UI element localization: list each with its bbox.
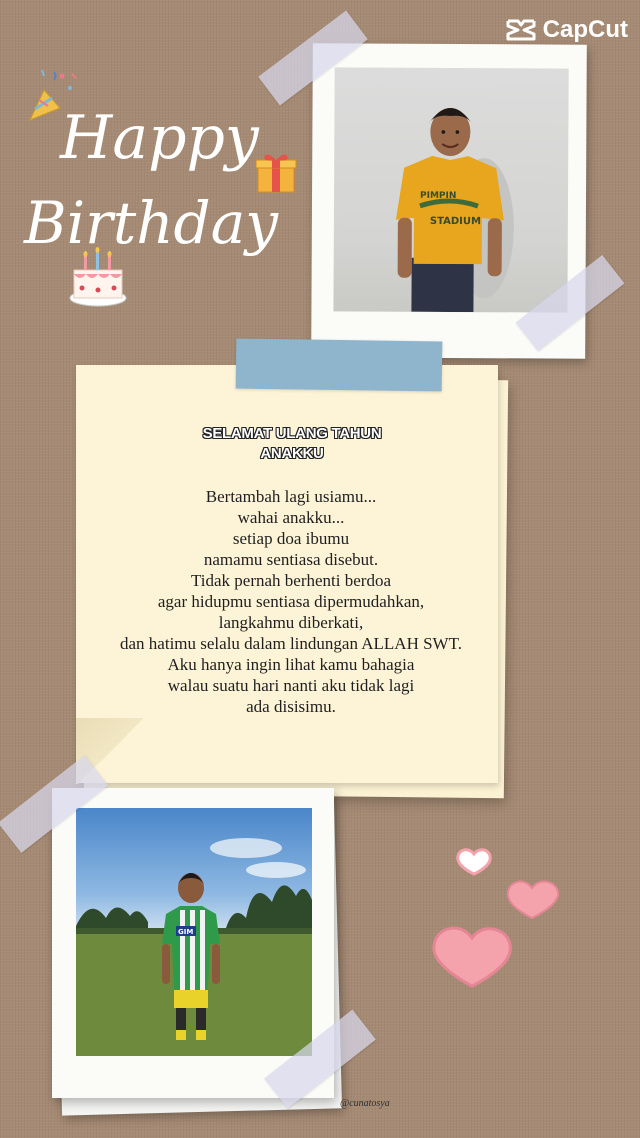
capcut-logo-icon [505, 17, 537, 43]
note-body-line: namamu sentiasa disebut. [203, 550, 379, 569]
bottom-polaroid-frame [52, 788, 334, 1098]
heart-icon [458, 850, 490, 874]
note-blue-tape [236, 339, 443, 392]
photo-boy-football-field [76, 808, 312, 1056]
note-body-line: Aku hanya ingin lihat kamu bahagia [167, 655, 415, 674]
heart-icon [434, 928, 510, 986]
note-title [110, 424, 474, 464]
note-body-line: dan hatimu selalu dalam lindungan ALLAH SWT. [120, 634, 462, 653]
jersey-text: GIM [178, 928, 194, 936]
note-title-line: SELAMAT ULANG TAHUN [202, 425, 382, 442]
capcut-brand-text: CapCut [542, 16, 628, 43]
note-body-line: walau suatu hari nanti aku tidak lagi [167, 676, 415, 695]
svg-text:PIMPIN: PIMPIN [420, 190, 457, 202]
greeting-line1: Happy [60, 103, 259, 173]
boy-figure-illustration [333, 67, 568, 312]
happy-birthday-decoration [18, 58, 308, 313]
note-body-line: wahai anakku... [237, 508, 345, 527]
gift-icon [256, 154, 296, 192]
note-body-line: agar hidupmu sentiasa dipermudahkan, [157, 592, 425, 611]
note-body-line: langkahmu diberkati, [218, 613, 364, 632]
capcut-watermark [505, 16, 628, 44]
football-field-illustration [76, 808, 312, 1056]
note-body-line: ada disisimu. [246, 697, 336, 716]
photo-boy-yellow-shirt [333, 67, 568, 312]
hearts-decoration [428, 846, 568, 996]
note-body-line: Bertambah lagi usiamu... [205, 487, 377, 506]
note-body [86, 486, 496, 717]
note-body-line: setiap doa ibumu [232, 529, 350, 548]
shirt-text: STADIUM [429, 215, 482, 228]
heart-icon [508, 882, 558, 918]
note-title-line: ANAKKU [260, 445, 324, 462]
greeting-line2: Birthday [24, 189, 279, 257]
note-body-line: Tidak pernah berhenti berdoa [190, 571, 391, 590]
signature: @cunatosya [340, 1098, 390, 1109]
